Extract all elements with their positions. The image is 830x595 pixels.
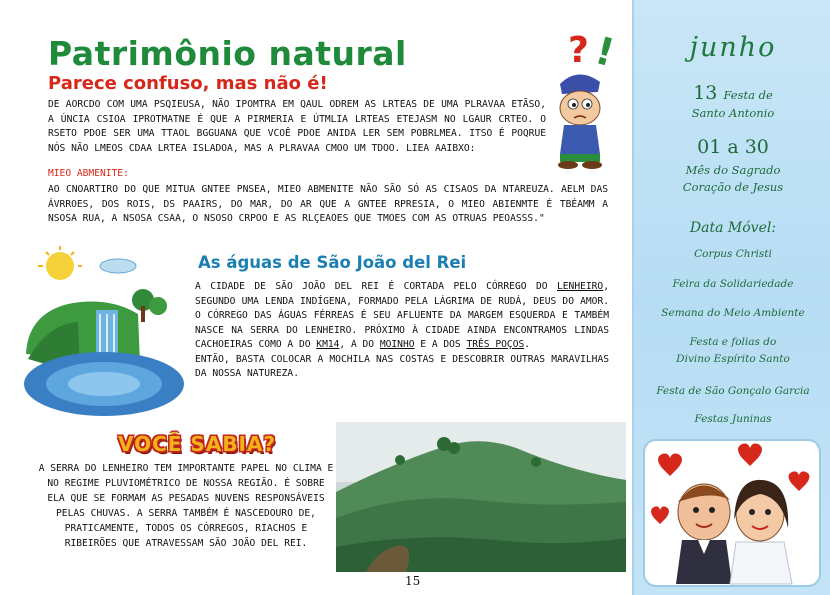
section-text-5: . (524, 339, 531, 350)
question-exclamation-icon (568, 28, 619, 75)
sidebar-event-corpus: Corpus Christi (694, 248, 772, 260)
waterfall-illustration (18, 244, 190, 424)
sidebar-day-range: 01 a 30 (697, 136, 769, 158)
sidebar-day-13 (634, 82, 830, 104)
sidebar-event-feira: Feira da Solidariedade (672, 278, 794, 290)
couple-hearts-illustration (642, 438, 822, 588)
day1-desc2: Santo Antonio (691, 106, 775, 120)
moinho-link: MOINHO (379, 339, 415, 350)
voce-sabia-heading: VOCÊ SABIA? (118, 432, 277, 456)
data-movel-label: Data Móvel: (689, 220, 777, 236)
calendar-sidebar (632, 0, 830, 595)
mountain-landscape-illustration (336, 422, 626, 572)
voce-sabia-paragraph: A SERRA DO LENHEIRO TEM IMPORTANTE PAPEL NO CLIMA E NO REGIME PLUVIOMÉTRICO DE NOSSA REGIÃO. É SOBRE ELA QUE SE FORMAM AS PESADAS NUVENS RESPONSÁVEIS PELAS CHUVAS. A SERRA TAMBÉM É NASCEDOURO DE, PRATICAMENTE, TODOS OS CÓRREGOS, RIACHOS E RIBEIRÕES QUE ATRAVESSAM SÃO JOÃO DEL REI. (38, 463, 334, 549)
section-text-1: A CIDADE DE SÃO JOÃO DEL REI É CORTADA PELO CÓRREGO DO (195, 281, 557, 292)
svg-text:!: ! (590, 28, 619, 76)
day2-desc2: Coração de Jesus (682, 180, 784, 194)
lenheiro-link: LENHEIRO (557, 281, 604, 292)
section-paragraph (195, 280, 609, 382)
tres-pocos-link: TRÊS POÇOS (466, 339, 525, 350)
cartoon-boy-illustration (538, 22, 628, 172)
intro-paragraph: DE AORCDO COM UMA PSQIEUSA, NÃO IPOMTRA EM QAUL ODREM AS LRTEAS DE UMA PLRAVAA ETÃSO, A ÚNCIA CSIOA IPROTMATNE É QUE A PIRMERIA E ÚTMLIA LRTEAS ETEJASM NO LGAUR CRTEO. O RSETO PDOE SER UMA TTAOL BGGUANA QUE VCOÊ PDOE ANIDA LER SEM POBRLMEA. ITSO É POQRUE NÓS NÃO LMEOS CDAA LRTEA ISLADOA, MAS A PLRAVAA CMOO UM TDOO. LIEA AAIBXO: (48, 99, 546, 154)
svg-text:?: ? (568, 30, 589, 71)
day1-number: 13 (693, 82, 718, 104)
page-number: 15 (405, 574, 421, 588)
page-subtitle: Parece confuso, mas não é! (48, 73, 328, 94)
page-title: Patrimônio natural (48, 34, 407, 73)
sidebar-event-semana: Semana do Meio Ambiente (661, 307, 805, 319)
sidebar-event-juninas: Festas Juninas (694, 413, 772, 425)
sidebar-month: junho (689, 32, 777, 63)
day2-desc1: Mês do Sagrado (685, 163, 781, 177)
section-text-6: ENTÃO, BASTA COLOCAR A MOCHILA NAS COSTAS E DESCOBRIR OUTRAS MARAVILHAS DA NOSSA NATUREZA. (195, 353, 609, 379)
sidebar-event-goncalo: Festa de São Gonçalo Garcia (656, 385, 810, 397)
mieo-label: MIEO ABMENITE: (48, 168, 129, 179)
sidebar-event-festa-divino-1: Festa e folias do (689, 336, 777, 348)
km14-link: KM14 (316, 339, 340, 350)
section-text-3: , A DO (339, 339, 380, 350)
section-title: As águas de São João del Rei (198, 253, 467, 272)
section-text-2: , SEGUNDO UMA LENDA INDÍGENA, FORMADO PELA LÁGRIMA DE RUDÁ, DEUS DO AMOR. O CÓRREGO DAS ÁGUAS FÉRREAS É SEU AFLUENTE DA MARGEM ESQUERDA E TAMBÉM NASCE NA SERRA DO LENHEIRO. PRÓXIMO À CIDADE AINDA ENCONTRAMOS LINDAS CACHOEIRAS COMO A DO (195, 281, 609, 350)
section-text-4: E A DOS (414, 339, 467, 350)
day1-desc1: Festa de (723, 88, 773, 102)
sidebar-event-festa-divino-2: Divino Espírito Santo (676, 353, 790, 365)
mieo-paragraph: AO CNOARTIRO DO QUE MITUA GNTEE PNSEA, MIEO ABMENITE NÃO SÃO SÓ AS CISAOS DA NTAREUZA. AELM DAS ÁVRROES, DOS ROIS, DS PAAIRS, DO MAR, DO AR QUE A GNTEE RPRESIA, O MIEO ABIENMTE É TBÉAMM A NSOSA RUA, A NSOSA CSAA, O NSOSO CRPOO E AS RLÇEAOES QUE TMOES COM AS OTRUAS PEOASSS." (48, 184, 608, 224)
